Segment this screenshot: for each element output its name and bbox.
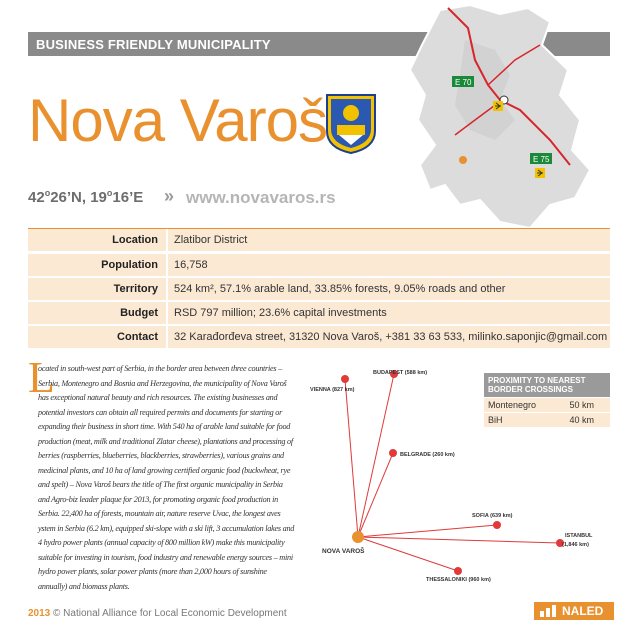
info-value: 524 km², 57.1% arable land, 33.85% forests, 9.05% roads and other xyxy=(168,278,610,300)
info-row-contact xyxy=(28,326,610,348)
city-dot-sofia xyxy=(493,521,501,529)
proximity-title: PROXIMITY TO NEAREST BORDER CROSSINGS xyxy=(484,373,610,397)
info-value: RSD 797 million; 23.6% capital investments xyxy=(168,302,610,324)
banner-title: BUSINESS FRIENDLY MUNICIPALITY xyxy=(36,37,271,52)
proximity-country: Montenegro xyxy=(488,400,537,410)
city-dot-vienna xyxy=(341,375,349,383)
city-label-nova-varos: NOVA VAROŠ xyxy=(322,548,365,555)
info-row-territory xyxy=(28,278,610,300)
coat-of-arms-icon xyxy=(325,93,377,155)
info-label: Contact xyxy=(28,326,166,348)
city-label-vienna: VIENNA (827 km) xyxy=(310,387,355,393)
city-label-thessaloniki: THESSALONIKI (960 km) xyxy=(426,577,491,583)
city-label-sofia: SOFIA (639 km) xyxy=(472,513,513,519)
info-row-location xyxy=(28,229,610,251)
drop-cap: L xyxy=(28,353,55,402)
chevron-icon: » xyxy=(164,186,175,206)
city-dot-nova-varos xyxy=(352,531,364,543)
footer-text: © National Alliance for Local Economic Development xyxy=(50,608,287,619)
page-title: Nova Varoš xyxy=(28,87,328,154)
footer xyxy=(28,608,287,619)
info-label: Location xyxy=(28,229,166,251)
info-row-population xyxy=(28,254,610,276)
city-dot-belgrade xyxy=(389,449,397,457)
naled-logo-icon xyxy=(540,605,556,617)
proximity-distance: 40 km xyxy=(569,415,594,425)
info-label: Territory xyxy=(28,278,166,300)
city-label-istanbul-distance: (1,846 km) xyxy=(562,542,589,548)
description-text: ocated in south-west part of Serbia, in the border area between three countries – Serbia, Montenegro and Bosnia and Herzegovina, the municipality of Nova Varoš has exceptional natural beauty and rich resources. The existing businesses and potential investors can obtain all required permits and documents for starting or expanding their business in short time. With 540 ha of arable land suitable for food production (meat, milk and traditional Zlatar cheese), plantations and processing of berries (raspberries, blueberries, blackberries, strawberries), various grains and medicinal plants, and 10 ha of land growing certified organic food (buckwheat, rye and spelt) – Nova Varoš bears the title of The first organic municipality in Serbia and Agro-biz leader plaque for 2013, for promoting organic food production in Serbia. 22,400 ha of forests, mountain air, nature reserve Uvac, the longest aves ystem in Serbia (6.2 km), equipped ski-slope with a ski lift, 3 accumulation lakes and 4 hydro power plants (annual capacity of 800 million kW) make this municipality suitable for investing in tourism, food industry and renewable energy sources – mini hydro power plants, solar power plants (more than 2,000 hours of sunshine annually) and biomass plants. xyxy=(38,364,295,591)
city-label-budapest: BUDAPEST (588 km) xyxy=(373,370,428,376)
road-label-e75: E 75 xyxy=(533,155,550,164)
city-label-belgrade: BELGRADE (260 km) xyxy=(400,452,455,458)
info-row-budget xyxy=(28,302,610,324)
website-link[interactable]: www.novavaros.rs xyxy=(186,188,336,207)
coordinates: 42$^o$26’N, 19$^o$16’E xyxy=(28,188,144,206)
info-value: 16,758 xyxy=(168,254,610,276)
info-value: Zlatibor District xyxy=(168,229,610,251)
proximity-distance: 50 km xyxy=(569,400,594,410)
naled-logo xyxy=(534,602,614,620)
naled-logo-text: NALED xyxy=(562,604,604,618)
road-label-e70: E 70 xyxy=(455,78,472,87)
info-label: Budget xyxy=(28,302,166,324)
footer-year: 2013 xyxy=(28,608,51,619)
serbia-map xyxy=(400,0,638,230)
distance-map xyxy=(300,365,620,600)
info-value: 32 Karađorđeva street, 31320 Nova Varoš, +381 33 63 533, milinko.saponjic@gmail.com xyxy=(168,326,610,348)
city-label-istanbul: ISTANBUL xyxy=(565,533,593,539)
info-label: Population xyxy=(28,254,166,276)
city-dot-thessaloniki xyxy=(454,567,462,575)
proximity-country: BiH xyxy=(488,415,503,425)
